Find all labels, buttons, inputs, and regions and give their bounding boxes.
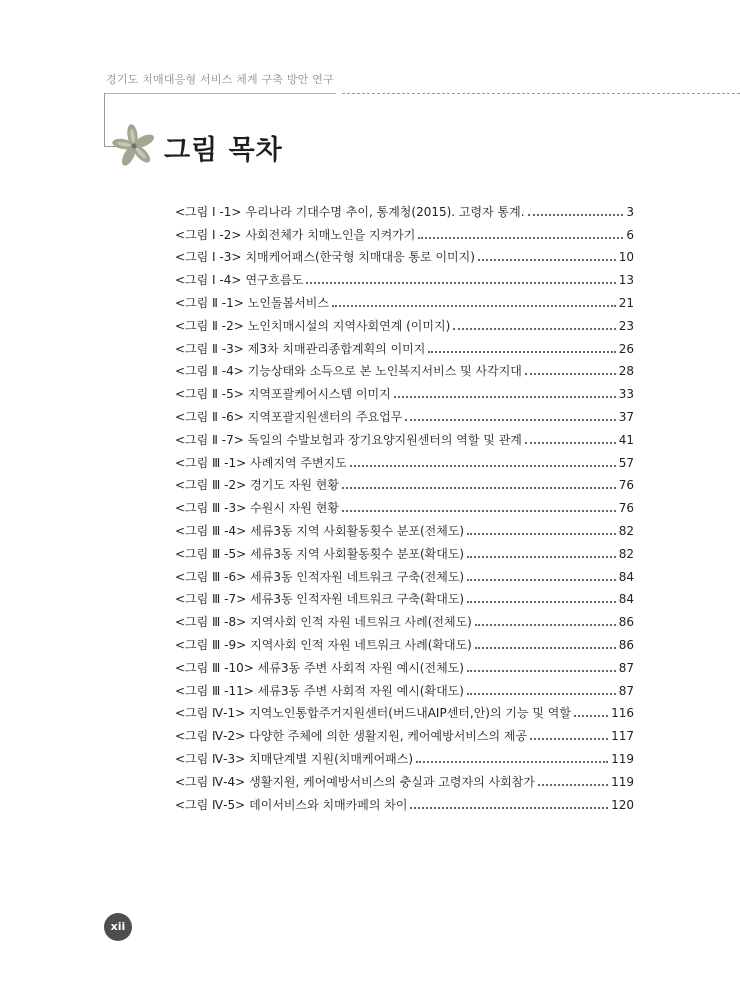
- dot-leader: [453, 328, 615, 330]
- toc-entry[interactable]: [175, 402, 634, 425]
- figure-caption: 세류3동 인적자원 네트워크 구축(전체도): [250, 569, 465, 584]
- page-ref: 57: [618, 455, 634, 470]
- figure-label: <그림 Ⅳ-2>: [175, 729, 246, 744]
- figure-label: <그림 Ⅲ -9>: [175, 637, 247, 652]
- page-ref: 21: [618, 295, 634, 310]
- page-ref: 76: [618, 478, 634, 493]
- dot-leader: [416, 761, 608, 763]
- dot-leader: [428, 351, 615, 353]
- figure-caption: 연구흐름도: [245, 273, 304, 288]
- toc-entry[interactable]: [175, 265, 634, 288]
- page-ref: 3: [626, 204, 634, 219]
- figure-caption: 우리나라 기대수명 추이, 통계청(2015). 고령자 통계.: [245, 204, 525, 219]
- figure-caption: 생활지원, 케어예방서비스의 충실과 고령자의 사회참가: [249, 774, 535, 789]
- figure-label: <그림 Ⅲ -3>: [175, 501, 247, 516]
- figure-caption: 사례지역 주변지도: [250, 455, 347, 470]
- toc-entry[interactable]: [175, 425, 634, 448]
- figure-label: <그림 Ⅲ -5>: [175, 546, 247, 561]
- dot-leader: [525, 373, 616, 375]
- dot-leader: [306, 282, 615, 284]
- page-ref: 28: [618, 364, 634, 379]
- dot-leader: [332, 305, 616, 307]
- figure-caption: 세류3동 지역 사회활동횟수 분포(확대도): [250, 546, 465, 561]
- page-ref: 10: [618, 250, 634, 265]
- toc-entry[interactable]: [175, 699, 634, 722]
- figure-label: <그림 Ⅰ -4>: [175, 273, 242, 288]
- page-ref: 33: [618, 387, 634, 402]
- header-rule: [104, 93, 336, 94]
- figure-label: <그림 Ⅲ -1>: [175, 455, 247, 470]
- header-dashed-rule: [342, 93, 740, 94]
- figure-caption: 지역포괄지원센터의 주요업무: [247, 409, 403, 424]
- toc-entry[interactable]: [175, 379, 634, 402]
- leaf-flower-icon: [112, 124, 156, 168]
- figure-label: <그림 Ⅱ -6>: [175, 409, 244, 424]
- page-ref: 87: [618, 683, 634, 698]
- figure-label: <그림 Ⅳ-3>: [175, 751, 246, 766]
- figure-label: <그림 Ⅱ -3>: [175, 341, 244, 356]
- dot-leader: [342, 510, 616, 512]
- dot-leader: [530, 738, 608, 740]
- toc-entry[interactable]: [175, 607, 634, 630]
- dot-leader: [467, 533, 616, 535]
- figure-caption: 다양한 주체에 의한 생활지원, 케어예방서비스의 제공: [249, 729, 528, 744]
- page-ref: 84: [618, 569, 634, 584]
- dot-leader: [467, 601, 616, 603]
- dot-leader: [418, 237, 623, 239]
- toc-entry[interactable]: [175, 721, 634, 744]
- dot-leader: [342, 487, 616, 489]
- dot-leader: [410, 807, 608, 809]
- figure-label: <그림 Ⅰ -1>: [175, 204, 242, 219]
- page-ref: 76: [618, 501, 634, 516]
- figure-label: <그림 Ⅱ -1>: [175, 295, 244, 310]
- figure-label: <그림 Ⅲ -8>: [175, 615, 247, 630]
- figure-caption: 세류3동 주변 사회적 자원 예시(전체도): [257, 660, 464, 675]
- page-ref: 82: [618, 546, 634, 561]
- figure-caption: 치매케어패스(한국형 치매대응 통로 이미지): [245, 250, 475, 265]
- page-title: 그림 목차: [164, 135, 283, 166]
- toc-entry[interactable]: [175, 243, 634, 266]
- figure-label: <그림 Ⅲ -10>: [175, 660, 254, 675]
- toc-entry[interactable]: [175, 448, 634, 471]
- page-ref: 82: [618, 523, 634, 538]
- toc-entry[interactable]: [175, 790, 634, 813]
- page-ref: 23: [618, 318, 634, 333]
- page-ref: 41: [618, 432, 634, 447]
- page-ref: 119: [611, 751, 634, 766]
- page-ref: 116: [611, 706, 634, 721]
- dot-leader: [525, 442, 616, 444]
- figure-caption: 노인돌봄서비스: [247, 295, 329, 310]
- page-ref: 84: [618, 592, 634, 607]
- figure-label: <그림 Ⅲ -6>: [175, 569, 247, 584]
- figure-caption: 지역사회 인적 자원 네트워크 사례(확대도): [250, 637, 472, 652]
- dot-leader: [574, 715, 608, 717]
- dot-leader: [475, 647, 616, 649]
- figure-caption: 세류3동 지역 사회활동횟수 분포(전체도): [250, 523, 465, 538]
- running-head: 경기도 치매대응형 서비스 체계 구축 방안 연구: [106, 73, 334, 86]
- figure-caption: 수원시 자원 현황: [250, 501, 339, 516]
- figure-caption: 세류3동 주변 사회적 자원 예시(확대도): [257, 683, 464, 698]
- toc-entry[interactable]: [175, 585, 634, 608]
- page-ref: 26: [618, 341, 634, 356]
- figure-list: [175, 197, 634, 813]
- figure-label: <그림 Ⅲ -4>: [175, 523, 247, 538]
- figure-caption: 세류3동 인적자원 네트워크 구축(확대도): [250, 592, 465, 607]
- page-ref: 120: [611, 797, 634, 812]
- dot-leader: [475, 624, 616, 626]
- toc-entry[interactable]: [175, 744, 634, 767]
- figure-label: <그림 Ⅳ-1>: [175, 706, 246, 721]
- toc-entry[interactable]: [175, 471, 634, 494]
- toc-entry[interactable]: [175, 653, 634, 676]
- dot-leader: [350, 465, 616, 467]
- figure-caption: 제3차 치매관리종합계획의 이미지: [247, 341, 426, 356]
- figure-label: <그림 Ⅲ -2>: [175, 478, 247, 493]
- figure-label: <그림 Ⅳ-4>: [175, 774, 246, 789]
- toc-entry[interactable]: [175, 197, 634, 220]
- figure-caption: 지역포괄케어시스템 이미지: [247, 387, 391, 402]
- dot-leader: [467, 556, 616, 558]
- page-ref: 37: [618, 409, 634, 424]
- toc-entry[interactable]: [175, 539, 634, 562]
- page-ref: 86: [618, 637, 634, 652]
- page-ref: 86: [618, 615, 634, 630]
- toc-entry[interactable]: [175, 334, 634, 357]
- dot-leader: [538, 784, 608, 786]
- toc-entry[interactable]: [175, 311, 634, 334]
- dot-leader: [467, 693, 616, 695]
- dot-leader: [467, 579, 616, 581]
- toc-entry[interactable]: [175, 357, 634, 380]
- figure-label: <그림 Ⅳ-5>: [175, 797, 246, 812]
- toc-entry[interactable]: [175, 493, 634, 516]
- page-ref: 117: [611, 729, 634, 744]
- figure-label: <그림 Ⅲ -7>: [175, 592, 247, 607]
- page-ref: 87: [618, 660, 634, 675]
- dot-leader: [405, 419, 615, 421]
- figure-caption: 사회전체가 치매노인을 지켜가기: [245, 227, 416, 242]
- page-number-badge: xii: [104, 913, 132, 941]
- figure-caption: 경기도 자원 현황: [250, 478, 339, 493]
- page-ref: 6: [626, 227, 634, 242]
- page-ref: 13: [618, 273, 634, 288]
- dot-leader: [467, 670, 616, 672]
- figure-caption: 데이서비스와 치매카페의 차이: [249, 797, 408, 812]
- figure-label: <그림 Ⅲ -11>: [175, 683, 254, 698]
- dot-leader: [528, 214, 624, 216]
- figure-label: <그림 Ⅱ -7>: [175, 432, 244, 447]
- page-ref: 119: [611, 774, 634, 789]
- figure-caption: 치매단계별 지원(치매케어패스): [249, 751, 414, 766]
- toc-entry[interactable]: [175, 516, 634, 539]
- figure-caption: 독일의 수발보험과 장기요양지원센터의 역할 및 관계: [247, 432, 522, 447]
- toc-entry[interactable]: [175, 288, 634, 311]
- figure-label: <그림 Ⅱ -4>: [175, 364, 244, 379]
- toc-entry[interactable]: [175, 676, 634, 699]
- toc-entry[interactable]: [175, 767, 634, 790]
- toc-entry[interactable]: [175, 630, 634, 653]
- figure-caption: 지역사회 인적 자원 네트워크 사례(전체도): [250, 615, 472, 630]
- figure-label: <그림 Ⅰ -3>: [175, 250, 242, 265]
- figure-label: <그림 Ⅰ -2>: [175, 227, 242, 242]
- dot-leader: [394, 396, 616, 398]
- toc-entry[interactable]: [175, 220, 634, 243]
- toc-entry[interactable]: [175, 562, 634, 585]
- dot-leader: [478, 259, 616, 261]
- figure-caption: 노인치매시설의 지역사회연계 (이미지): [247, 318, 451, 333]
- figure-caption: 지역노인통합주거지원센터(버드내AIP센터,안)의 기능 및 역할: [249, 706, 571, 721]
- figure-caption: 기능상태와 소득으로 본 노인복지서비스 및 사각지대: [247, 364, 522, 379]
- figure-label: <그림 Ⅱ -2>: [175, 318, 244, 333]
- figure-label: <그림 Ⅱ -5>: [175, 387, 244, 402]
